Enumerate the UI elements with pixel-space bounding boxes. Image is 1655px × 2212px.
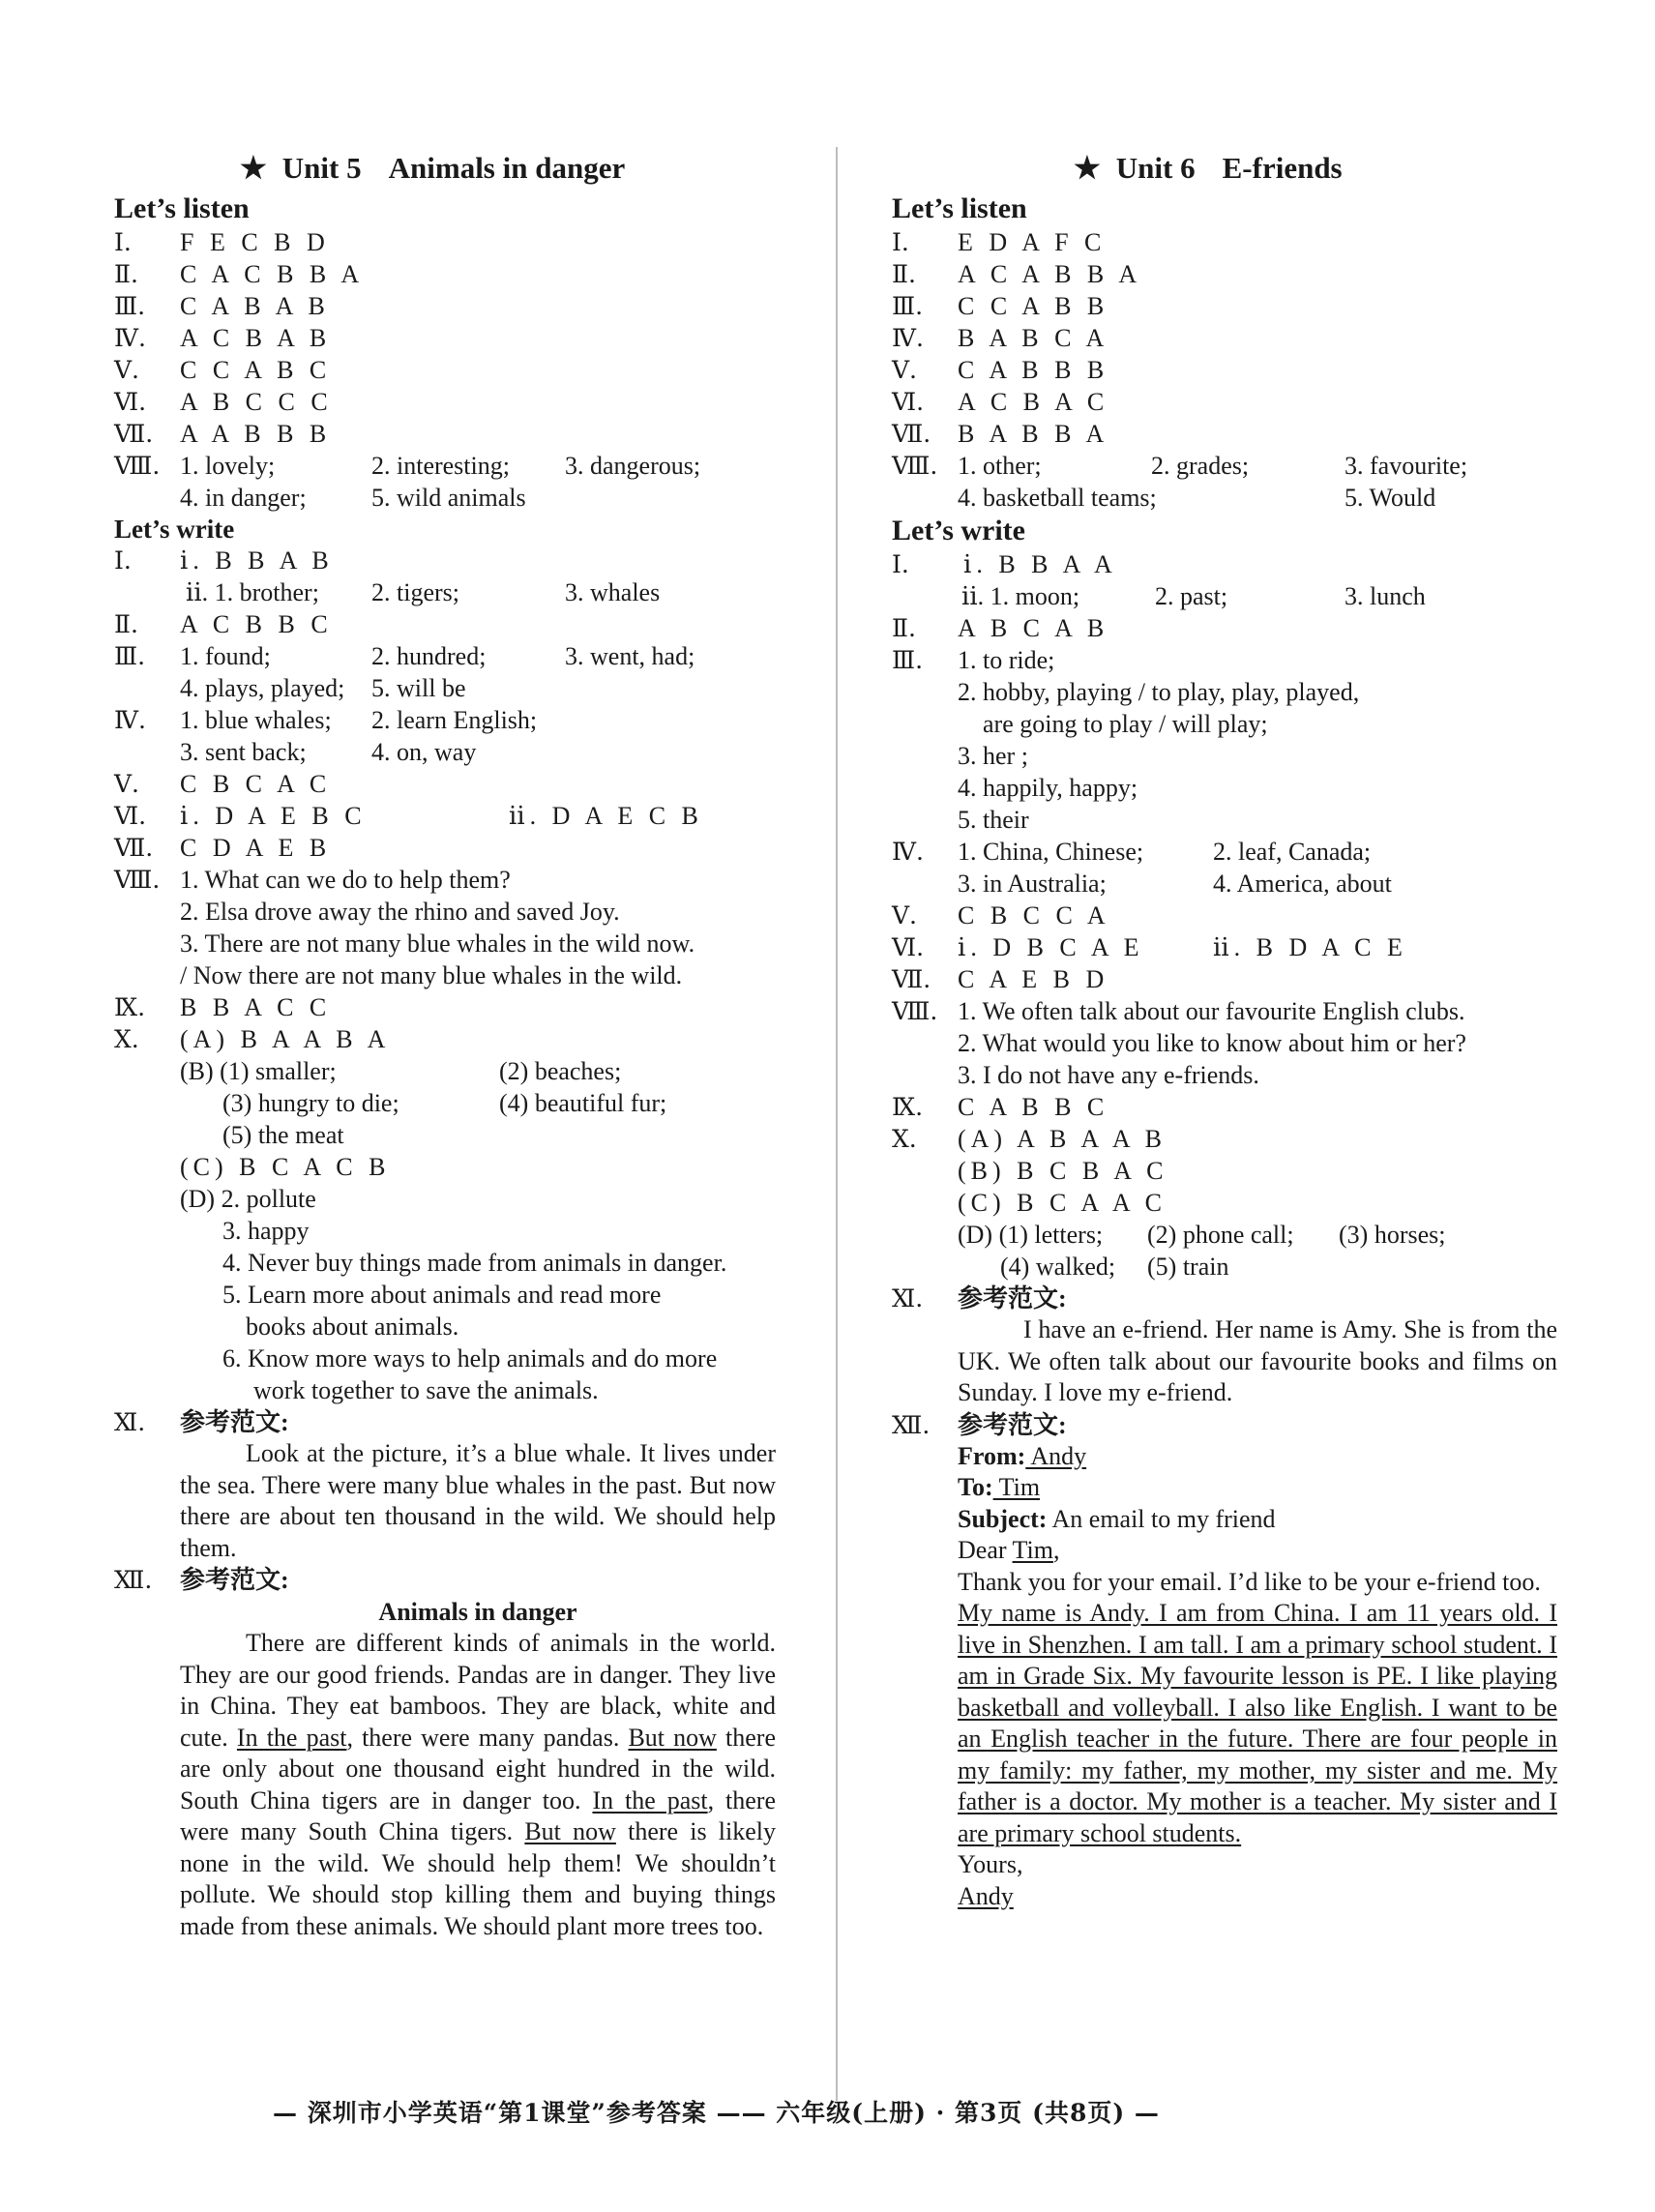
answer-row: Ⅶ. A A B B B	[114, 420, 332, 448]
unit5-title: ★ Unit 5 Animals in danger	[240, 151, 626, 185]
essay-body: There are different kinds of animals in the world. They are our good friends. Pandas are in danger. They live in China. They eat bamboos. They are black, white and cute. In the past, there were many pandas. But now there are only about one thousand eight hundred in the wild. South China tigers are in danger too. In the past, there were many South China tigers. But now there is likely none in the wild. We should help them! We shouldn’t pollute. We should stop killing them and buying things made from these animals. We should plant more trees too.	[180, 1629, 777, 1940]
answer-row: Ⅶ. B A B B A	[892, 420, 1109, 448]
answer-row: Ⅶ. C A E B D	[892, 965, 1109, 993]
answer-row: Ⅸ. C A B B C	[892, 1093, 1109, 1121]
answer-row: Ⅱ. C A C B B A	[114, 260, 365, 288]
answer-row: Ⅳ. A C B A B	[114, 324, 332, 352]
star-icon: ★	[1074, 151, 1101, 185]
answer-row: Ⅰ. ⅰ. B B A A ⅱ. 1. moon; 2. past; 3. lunch	[892, 550, 1426, 610]
answer-row: Ⅰ. ⅰ. B B A B ⅱ. 1. brother;	[114, 546, 334, 606]
listen-heading: Let’s listen	[114, 192, 250, 224]
answer-row: Ⅸ. B B A C C	[114, 993, 332, 1021]
essay-title: Animals in danger	[378, 1598, 577, 1626]
answer-row: Ⅲ. C C A B B	[892, 292, 1109, 320]
answer-row: Ⅵ. ⅰ. D A E B C ⅱ. D A E C B	[114, 802, 703, 830]
email-body: From: Andy To: Tim Subject: An email to my friend Dear Tim, Thank you for your email. I’d like to be your e-friend too. My name is Andy. I am from China. I am 11 years old. I live in Shenzhen. I am tall. I am a primary school student. I am in Grade Six. My favourite lesson is PE. I like playing basketball and volleyball. I also like English. I want to be an English teacher in the future. There are four people in my family: my father, my mother, my sister and me. My father is a doctor. My mother is a teacher. My sister and I are primary school students. Yours, Andy	[958, 1441, 1557, 1910]
unit6-column	[892, 145, 1569, 1912]
page-footer: — 深圳市小学英语“第1课堂”参考答案 —— 六年级(上册) · 第3页 (共8页) —	[273, 2099, 1160, 2127]
answer-row: Ⅵ. A C B A C	[892, 388, 1109, 416]
answer-row: Ⅴ. C B C C A	[892, 901, 1110, 929]
write-heading: Let’s write	[114, 515, 235, 544]
answer-row: Ⅱ. A C B B C	[114, 610, 333, 638]
answer-row: Ⅻ. 参考范文: Animals in danger There are different kinds of animals in the world. They are our good friends. Pandas are in danger. They live in China. They eat bamboos. They are black, white and cute. In the past, there were many pandas. But now there are only about one thousand eight hundred in the wild. South China tigers are in danger too. In the past, there were many South China tigers. But now there is likely none in the wild. We should help them! We shouldn’t pollute. We should stop killing them and buying things made from these animals. We should plant more trees too.	[114, 1564, 791, 1942]
answer-row: Ⅷ. 1. We often talk about our favourite English clubs. 2. What would you like to know about him or her? 3. I do not have any e-friends.	[892, 997, 1466, 1089]
answer-row: Ⅴ. C A B B B	[892, 356, 1109, 384]
answer-row: Ⅹ. (A) A B A A B (B) B C B A C (C) B C A A C (D) (1) letters; (2) phone call; (3) horses; (4) walked; (5) train	[892, 1125, 1446, 1281]
listen-answers	[114, 226, 791, 450]
write-heading: Let’s write	[892, 515, 1025, 546]
answer-row: Ⅳ. B A B C A	[892, 324, 1109, 352]
answer-row: Ⅲ. 1. found; 2. hundred; 3. went, had; 4. plays, played; 5. will be	[114, 642, 695, 702]
answer-row: Ⅷ. 1. What can we do to help them? 2. Elsa drove away the rhino and saved Joy. 3. There are not many blue whales in the wild now. / Now there are not many blue whales in the wild.	[114, 866, 695, 989]
answer-row: Ⅺ. 参考范文: I have an e-friend. Her name is Amy. She is from the UK. We often talk about our favourite books and films on Sunday. I love my e-friend.	[892, 1284, 1557, 1406]
answer-row: Ⅳ. 1. China, Chinese; 2. leaf, Canada; 3. in Australia; 4. America, about	[892, 838, 1392, 898]
answer-row: Ⅶ. C D A E B	[114, 834, 332, 862]
answer-row: Ⅵ. ⅰ. D B C A E ⅱ. B D A C E	[892, 933, 1407, 961]
unit6-title: ★ Unit 6 E-friends	[1074, 151, 1343, 185]
answer-row: Ⅲ. 1. to ride; 2. hobby, playing / to play, play, played, are going to play / will play; 3. her ; 4. happily, happy; 5. their	[892, 646, 1360, 834]
answer-row: Ⅹ. (A) B A A B A (B) (1) smaller; (2) beaches; (3) hungry to die; (4) beautiful fur; (5) the meat (C) B C A C B (D) 2. pollute 3. happy 4. Never buy things made from animals in danger. 5. Learn more about animals and read more books about animals. 6. Know more ways to help animals and do more work together to save the animals.	[114, 1025, 727, 1404]
listen-heading: Let’s listen	[892, 192, 1027, 224]
answer-row: Ⅳ. 1. blue whales; 2. learn English; 3. sent back; 4. on, way	[114, 706, 538, 766]
listen-answers	[892, 226, 1569, 450]
answer-row: Ⅷ. 1. other; 2. grades; 3. favourite; 4. basketball teams; 5. Would	[892, 452, 1468, 512]
answer-row: Ⅲ. C A B A B	[114, 292, 330, 320]
answer-row: Ⅴ. C B C A C	[114, 770, 332, 798]
answer-row: 2. tigers; 3. whales	[371, 578, 661, 606]
answer-row: Ⅵ. A B C C C	[114, 388, 333, 416]
column-divider	[836, 147, 838, 2101]
answer-row: Ⅰ. E D A F C	[892, 228, 1107, 256]
answer-row: Ⅱ. A B C A B	[892, 614, 1109, 642]
star-icon: ★	[240, 151, 267, 185]
answer-row: Ⅷ. 1. lovely; 2. interesting; 3. dangerous; 4. in danger; 5. wild animals	[114, 452, 701, 512]
unit5-column	[114, 145, 791, 1942]
answer-row: Ⅺ. 参考范文: Look at the picture, it’s a blue whale. It lives under the sea. There were many blue whales in the past. But now there are about ten thousand in the wild. We should help them.	[114, 1408, 776, 1562]
answer-row: Ⅱ. A C A B B A	[892, 260, 1142, 288]
answer-row: Ⅻ. 参考范文: From: Andy To: Tim Subject: An email to my friend Dear Tim, Thank you for your email. I’d like to be your e-friend too. My name is Andy. I am from China. I am 11 years old. I live in Shenzhen. I am tall. I am a primary school student. I am in Grade Six. My favourite lesson is PE. I like playing basketball and volleyball. I also like English. I want to be an English teacher in the future. There are four people in my family: my father, my mother, my sister and me. My father is a doctor. My mother is a teacher. My sister and I are primary school students. Yours, Andy	[892, 1409, 1569, 1913]
answer-row: Ⅴ. C C A B C	[114, 356, 332, 384]
answer-row: Ⅰ. F E C B D	[114, 228, 330, 256]
